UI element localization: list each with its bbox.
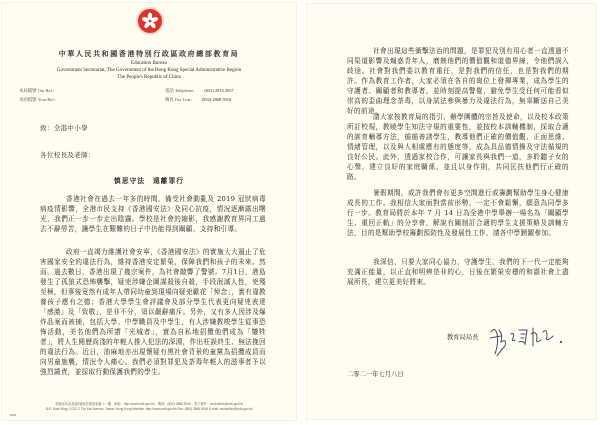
paragraph-3: 社會出現這些衝擊法治的問題，是罪犯及別有用心者一直透過不同渠道影響及煽惑青年人，磨蝕他們的價值觀和道德界線，令他們誤入歧途。社會對我們委以教育重任，是對我們的信任，也是對我們的期許。作為教育工作者，大家必須在各自的崗位上發揮專業，成為學生的守護者、關顧者和教導者，並時刻提高警覺，避免學生受任何可能看似崇高的歪曲理念荼毒，以身試法參與暴力及違法行為，無辜斷送自己美好的前途。 <box>347 47 569 115</box>
paragraph-5: 暑假期間，或許我們會有更多空間進行或籌劃幫助學生身心健康成長的工作。我相信大家面對當前形勢，一定不會鬆懈，願意為同學多行一步。教育局將於本年 7 月 14 日為全港中學舉辦一場名為「關顧學生、重回正軌」的分享會，解說有關制訂合適的學生支援策略及訓輔方法，目的是幫助學校籌劃預防性及發展性工作，請各中學踴躍參加。 <box>347 189 569 237</box>
footer-address-chinese: 香港添馬添美道2號政府總部東翼十一樓 網址：http://www.edb.gov.hk 傳真：(852) 2868 5916 電子郵件：secboffice@edb.gov.hk <box>55 402 243 406</box>
your-ref-label: 來函檔號 Your Ref.: <box>19 97 56 102</box>
footer-address-english: 11/F, East Wing, CGO, 2 Tim Mei Avenue, Tamar, Hong Kong Website: http://www.edb.gov.hk Fax: (852) 2868 5916 E-mail: secboffice@edb.gov.hk <box>45 407 253 411</box>
our-ref-label: 本局檔號 Our Ref.: <box>19 88 55 93</box>
fax-label: 傳真 Fax Line: <box>165 97 192 102</box>
org-country-line: The People's Republic of China <box>117 75 181 80</box>
paragraph-4: 請大家按教育局的指引、辦學團體的宗旨及使命，以及校本政策所訂校規，教曉學生知法守規的重要性，並按校本訓輔機制，採取合適的訓育輔導方法，循循善誘學生，教導他們正確的價值觀、正面思維、情緒管理，以及與人相處應有的態度等，成為具品德情操及守法循規的良好公民。此外，透過家校合作，可讓家長與我們一道，多聆聽子女的心聲，建立良好的家庭關係，並且以身作則，共同匡扶他們行正確的路。 <box>347 113 569 181</box>
fax-number: (852) 2868 5916 <box>201 97 232 102</box>
recipient-line: 致：全港中小學 <box>40 124 88 132</box>
letter-title: 慎思守法 遠離罪行 <box>113 177 185 185</box>
telephone-line <box>165 88 234 94</box>
org-name-english: Education Bureau <box>131 61 167 66</box>
fax-line <box>165 97 231 103</box>
letter-date: 二零二一年七月八日 <box>347 371 404 378</box>
telephone-label: 電話 Telephone: <box>165 88 195 93</box>
hksar-emblem-icon <box>138 9 162 33</box>
telephone-number: (852) 2810 2657 <box>204 88 234 93</box>
letter-page-1 <box>2 3 296 420</box>
paragraph-2: 政府一直竭力維護社會安寧，《香港國安法》的實施大大遏止了危害國家安全的違法行為，維持香港安定繁榮，保障我們和孩子的未來。然而，過去數日，香港出現了幾宗案件，為社會敲響了警號。7月1日，港島發生了孤狼式恐怖襲擊，疑兇涉嫌企圖謀殺後自殺，手段泯滅人性，兇殘至極，但事後竟然有成年人帶同幼童到現場向疑兇獻花「悼念」，實有違教養孩子應有之德；香港大學學生會評議會及部分學生代表更向疑兇表達「感激」及「致敬」，是非不分，須以嚴辭痛斥。另外，又有多人因涉及爆炸品案而被捕，包括大學、中學職員及中學生，有人涉嫌教唆學生從事恐怖活動，美名他們為所謂「光城者」，實為自私地招攬他們成為「犧牲者」，將人生閱歷尚淺的年輕人推入犯法的深淵，作出枉誤終生、無法挽回的違法行為。近日，油麻地亦出現懷疑有黑社會背景的童黨為招攬成員而向男童施襲，情況令人痛心。我們必須對罪犯及荼毒年輕人的滋事者予以強烈譴責，並採取行動保護我們的學生。 <box>40 248 266 376</box>
signature-icon <box>487 320 567 364</box>
org-government-line: Government Secretariat, The Government of the Hong Kong Special Administrative Region <box>56 68 242 73</box>
form-number: EDB <box>10 413 17 417</box>
org-name-chinese: 中華人民共和國香港特別行政區政府總部教育局 <box>58 49 240 58</box>
paragraph-1: 香港社會在過去一年多的時間，備受社會動亂及 2019 冠狀病毒病疫情影響，全港市民支持《香港國安法》及同心抗疫，情況逐漸露出曙光，我們正一步一步走出陰霾。學校是社會的縮影，我感謝教育界同工過去不辭勞苦，讓學生在艱難的日子中仍能得到關顧、支持和引導。 <box>40 195 266 233</box>
paragraph-6: 我深信，只要大家同心協力，守護學生，我們的下一代一定能夠充滿正能量，以正直和明辨是非的心，日後在繁榮安穩的和諧社會上盡展所長，建立更美好將來。 <box>347 258 569 286</box>
salutation: 各位校長及老師： <box>40 151 95 159</box>
signatory-title: 教育局局長 <box>447 334 479 341</box>
letter-page-2 <box>307 4 596 419</box>
